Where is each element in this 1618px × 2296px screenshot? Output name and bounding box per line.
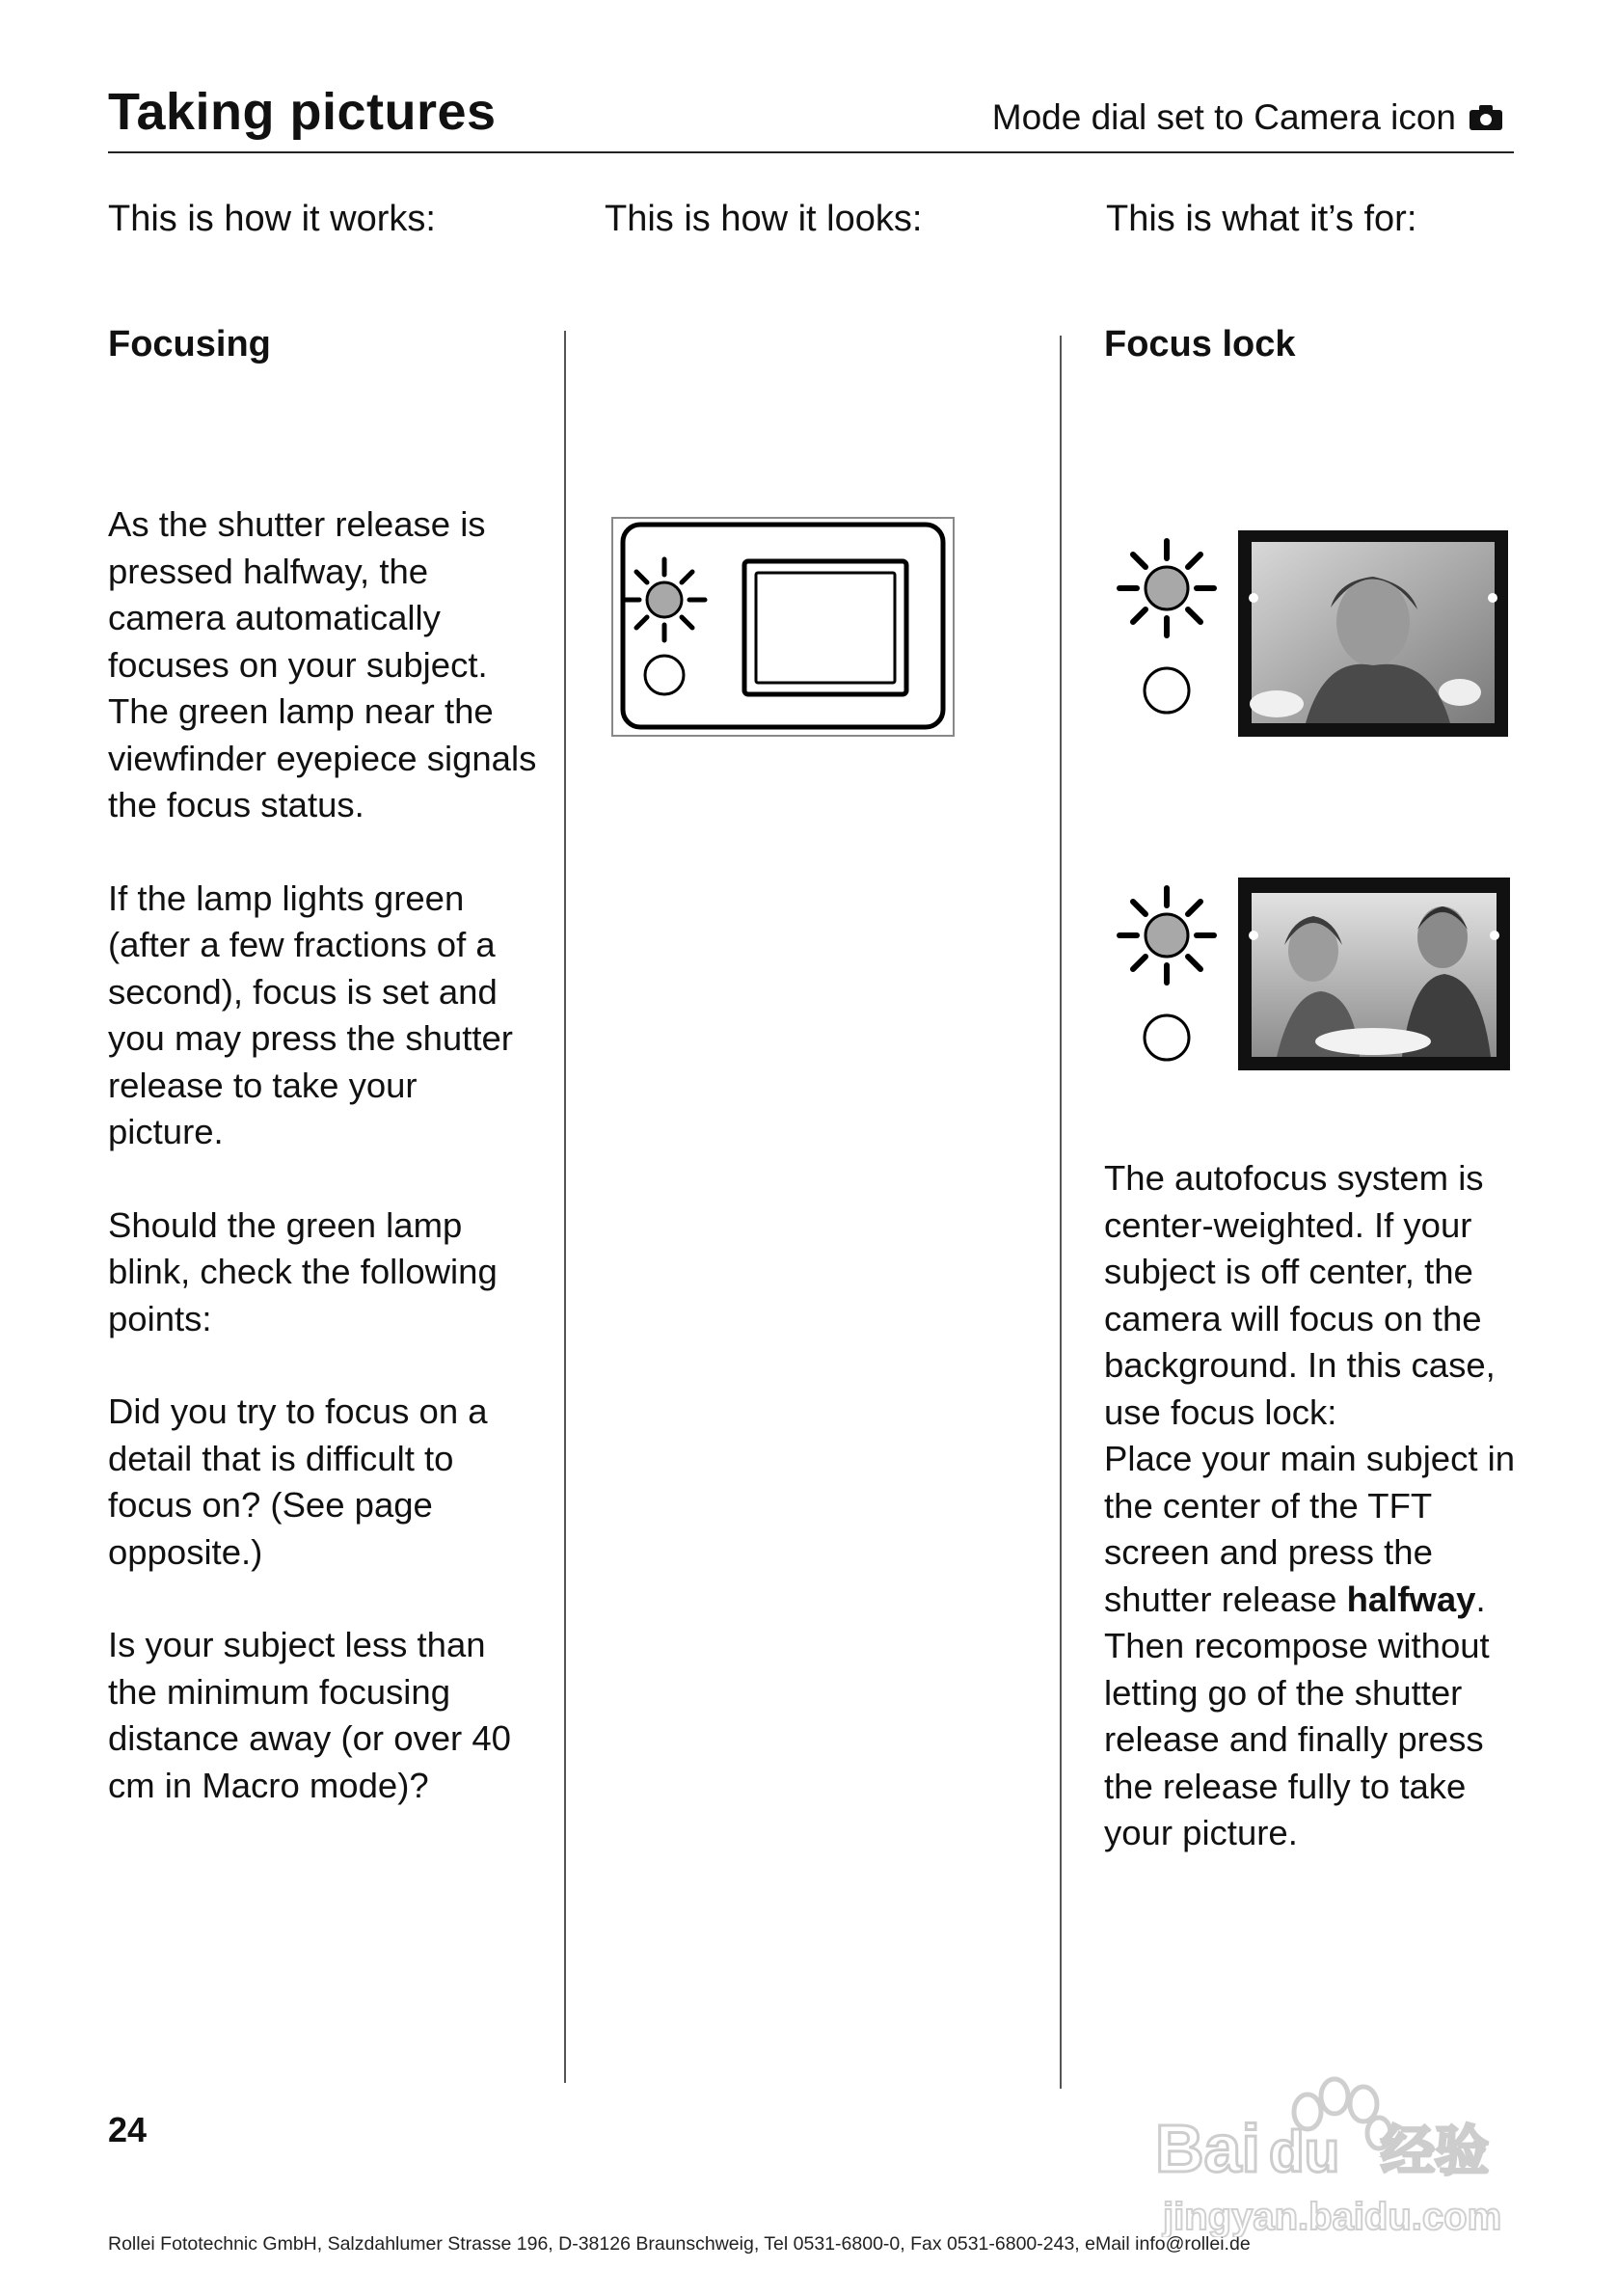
focusing-paragraph: Is your subject less than the minimum focusing distance away (or over 40 cm in Macro mode)? xyxy=(108,1625,511,1805)
focusing-paragraph: If the lamp lights green (after a few fractions of a second), focus is set and you may press the shutter release to take your picture. xyxy=(108,878,513,1151)
page-title: Taking pictures xyxy=(108,83,497,141)
focusing-paragraph: As the shutter release is pressed halfway, the camera automatically focuses on your subject. The green lamp near the viewfinder eyepiece signals the focus status. xyxy=(108,504,537,824)
focus-lock-text-part1: The autofocus system is center-weighted. If your subject is off center, the camera will focus on the background. In this case, use focus lock: Place your main subject in the center of the TFT screen and press the shutter release xyxy=(1104,1158,1516,1619)
column-divider-left xyxy=(564,331,566,2083)
green-lamp-blinking-icon xyxy=(1105,516,1230,718)
focusing-paragraph: Should the green lamp blink, check the following points: xyxy=(108,1204,498,1338)
column-heading-how-it-works: This is how it works: xyxy=(108,199,436,239)
header-rule xyxy=(108,151,1514,153)
page-number: 24 xyxy=(108,2110,148,2149)
focus-lock-heading: Focus lock xyxy=(1104,324,1296,365)
mode-dial-text: Mode dial set to Camera icon xyxy=(991,97,1456,137)
focusing-paragraph: Did you try to focus on a detail that is difficult to focus on? (See page opposite.) xyxy=(108,1391,488,1572)
camera-back-diagram xyxy=(611,517,955,737)
column-divider-right xyxy=(1060,336,1062,2089)
camera-icon xyxy=(1468,103,1504,132)
watermark-cn: 经验 xyxy=(1381,2120,1489,2183)
watermark-url: jingyan.baidu.com xyxy=(1163,2196,1502,2237)
focus-lock-text xyxy=(1104,1155,1519,1857)
green-lamp-blinking-icon xyxy=(1105,863,1230,1066)
couple-dining-photo xyxy=(1238,878,1510,1070)
baidu-watermark xyxy=(1146,2064,1551,2237)
watermark-brand-2: du xyxy=(1269,2120,1340,2184)
column-heading-how-it-looks: This is how it looks: xyxy=(605,199,923,239)
mode-dial-note xyxy=(992,96,1504,139)
column-heading-what-its-for: This is what it’s for: xyxy=(1106,199,1417,239)
green-lamp-blinking-icon xyxy=(624,559,705,640)
paw-logo-icon xyxy=(1146,2064,1551,2237)
watermark-brand: Bai xyxy=(1155,2111,1260,2186)
footer-address: Rollei Fototechnic GmbH, Salzdahlumer Strasse 196, D-38126 Braunschweig, Tel 0531-6800-0, Fax 0531-6800-243, eMail info@rollei.de xyxy=(108,2233,1251,2255)
halfway-emphasis: halfway xyxy=(1346,1579,1476,1619)
focusing-text xyxy=(108,501,542,1855)
focusing-heading: Focusing xyxy=(108,324,271,365)
focus-lock-text-part2: . Then recompose without letting go of the shutter release and finally press the release fully to take your picture. xyxy=(1104,1579,1490,1852)
woman-portrait-photo xyxy=(1238,530,1508,737)
